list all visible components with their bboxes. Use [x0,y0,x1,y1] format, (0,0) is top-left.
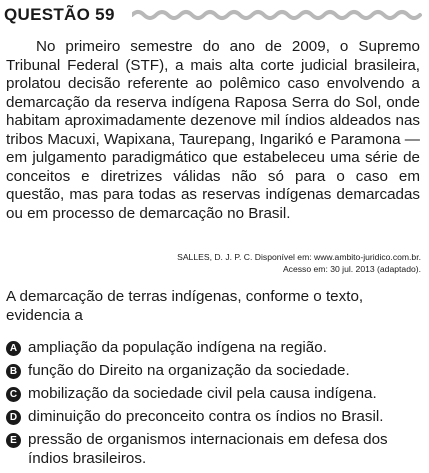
option-text: diminuição do preconceito contra os índios no Brasil. [28,408,384,425]
source-line-1: SALLES, D. J. P. C. Disponível em: www.ambito-juridico.com.br. [177,252,421,262]
option-letter-badge: C [6,387,21,402]
question-header [4,4,425,28]
option-e[interactable] [6,431,424,468]
option-text: ampliação da população indígena na região. [28,339,327,356]
source-citation [121,251,421,275]
option-c[interactable] [6,385,424,404]
option-b[interactable] [6,362,424,381]
option-text: pressão de organismos internacionais em defesa dos índios brasileiros. [28,431,388,467]
passage-text: No primeiro semestre do ano de 2009, o Supremo Tribunal Federal (STF), a mais alta corte judicial brasileira, prolatou decisão referente ao polêmico caso envolvendo a demarcação da reserva indígena Raposa Serra do Sol, onde habitam aproximadamente dezenove mil índios aldeados nas tribos Macuxi, Wapixana, Taurepang, Ingarikó e Paramona — em julgamento paradigmático que estabeleceu uma série de conceitos e diretrizes válidas não só para o caso em questão, mas para todas as reservas indígenas demarcadas ou em processo de demarcação no Brasil. [6,38,420,222]
option-d[interactable] [6,408,424,427]
wave-decoration [132,9,424,21]
option-letter-badge: E [6,433,21,448]
option-letter-badge: D [6,410,21,425]
option-text: função do Direito na organização da sociedade. [28,362,350,379]
option-letter-badge: B [6,364,21,379]
option-a[interactable] [6,339,424,358]
answer-options [6,339,424,473]
option-text: mobilização da sociedade civil pela causa indígena. [28,385,377,402]
source-line-2: Acesso em: 30 jul. 2013 (adaptado). [282,264,421,274]
option-letter-badge: A [6,341,21,356]
question-title: QUESTÃO 59 [4,5,115,24]
question-stem: A demarcação de terras indígenas, conforme o texto, evidencia a [6,288,364,324]
